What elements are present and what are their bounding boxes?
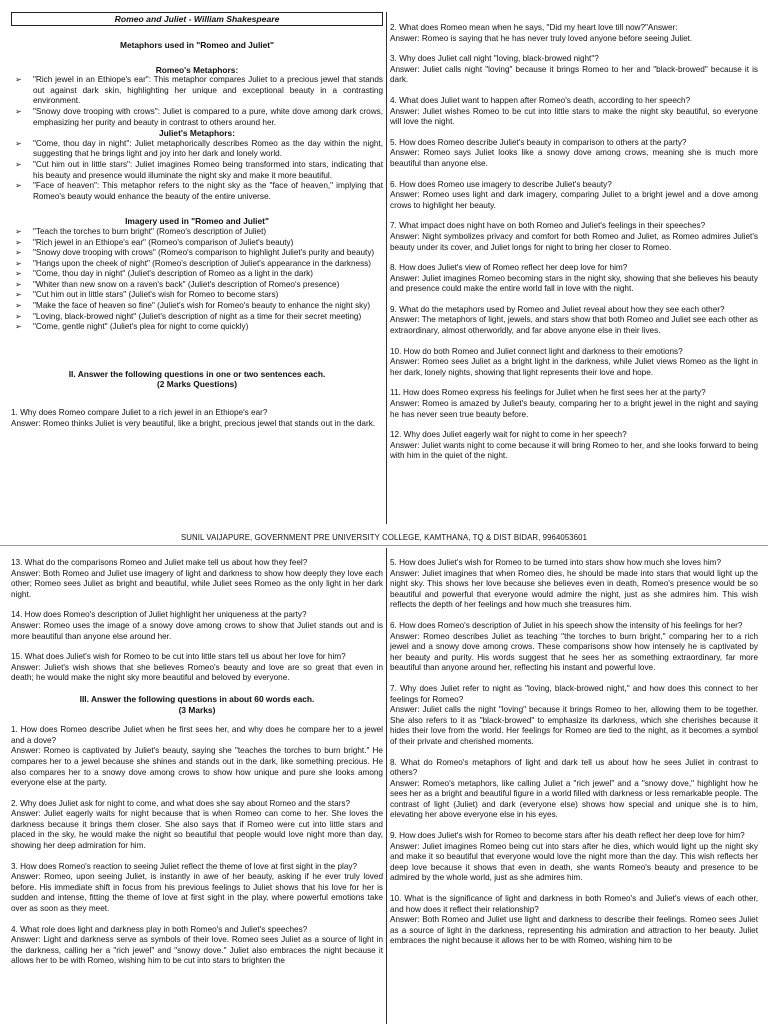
right-column [390, 0, 758, 462]
metaphors-heading: Metaphors used in "Romeo and Juliet" [119, 40, 275, 50]
question-answer [11, 799, 383, 852]
question-answer [390, 305, 758, 337]
question-answer [390, 221, 758, 253]
answer: Answer: Romeo is amazed by Juliet's beauty, comparing her to a bright jewel in the night and saying he has never seen true beauty before. [390, 399, 758, 419]
question-answer [390, 138, 758, 170]
answer: Answer: Light and darkness serve as symbols of their love. Romeo sees Juliet as a source of light in the darkness, calling her a "rich jewel" and "snowy dove." Juliet also embraces the night because it allows her to be with Romeo, wishing him to be cut into stars to brighten the [11, 935, 383, 966]
answer: Answer: Juliet imagines that when Romeo dies, he should be made into stars that would light up the night sky. This shows her love because she believes even in death, Romeo's presence would be so beautiful and powerful that everyone would admire the night, just as she admires him. This wish reflects the depth of her feelings and how much she treasures him. [390, 568, 758, 610]
question: 10. What is the significance of light and darkness in both Romeo's and Juliet's views of each other, and how does it reflect their relationship? [390, 894, 758, 914]
left-column [11, 548, 383, 967]
question-answer [11, 862, 383, 915]
question-answer [390, 684, 758, 748]
answer: Answer: Juliet calls night "loving" because it brings Romeo to her and "black-browed" because it is dark. [390, 64, 758, 85]
section-3-subheading: (3 Marks) [178, 704, 216, 715]
section-3-heading: III. Answer the following questions in about 60 words each. [79, 693, 315, 704]
question: 7. What impact does night have on both Romeo and Juliet's feelings in their speeches? [390, 221, 706, 231]
page-2 [0, 548, 768, 1024]
question-answer [390, 263, 758, 295]
document-title: Romeo and Juliet - William Shakespeare [11, 12, 383, 26]
left-column [11, 0, 383, 429]
question-answer [390, 180, 758, 212]
question: 13. What do the comparisons Romeo and Juliet make tell us about how they feel? [11, 558, 308, 567]
imagery-list [11, 227, 383, 333]
list-item: ➢ "Teach the torches to burn bright" (Romeo's description of Juliet) [33, 227, 383, 238]
answer: Answer: Both Romeo and Juliet use imagery of light and darkness to show how deeply they love each other; Romeo sees Juliet as bright and beautiful, while Juliet sees Romeo as the only light in her dark night. [11, 568, 383, 599]
question-answer [11, 408, 383, 429]
question: 4. What does Juliet want to happen after Romeo's death, according to her speech? [390, 95, 691, 105]
answer: Answer: Romeo is captivated by Juliet's beauty, saying she "teaches the torches to burn bright." He compares her to a jewel because she shines and stands out in the dark, like something precious. He also compares her to a snowy dove among crows to show how unique and pure she looks among everyone else at the party. [11, 746, 383, 788]
question: 2. Why does Juliet ask for night to come, and what does she say about Romeo and the stars? [11, 798, 351, 808]
question-answer [390, 96, 758, 128]
answer: Answer: Romeo is saying that he has never truly loved anyone before seeing Juliet. [390, 33, 693, 43]
list-item: ➢ "Make the face of heaven so fine" (Juliet's wish for Romeo's beauty to enhance the night sky) [33, 301, 383, 312]
answer: Answer: Romeo says Juliet looks like a snowy dove among crows, meaning she is much more beautiful than anyone else. [390, 148, 758, 168]
question: 9. What do the metaphors used by Romeo and Juliet reveal about how they see each other? [390, 304, 725, 314]
page-footer: SUNIL VAIJAPURE, GOVERNMENT PRE UNIVERSITY COLLEGE, KAMTHANA, TQ & DIST BIDAR, 9964053601 [180, 533, 588, 542]
question-answer [390, 558, 758, 611]
question-answer [390, 23, 758, 44]
column-divider [386, 12, 387, 524]
list-item: ➢ "Face of heaven": This metaphor refers to the night sky as the "face of heaven," implying that Romeo's beauty would enhance the beauty of the entire universe. [33, 181, 383, 202]
question-answer [11, 925, 383, 967]
answer: Answer: Juliet eagerly waits for night because that is when Romeo can come to her. She loves the darkness because it brings them closer. She also says that if Romeo were cut into little stars and placed in the sky, he would make the night so beautiful that people would love night more than day, showing her deep admiration for him. [11, 809, 383, 851]
question: 5. How does Romeo describe Juliet's beauty in comparison to others at the party? [390, 137, 687, 147]
question: 10. How do both Romeo and Juliet connect light and darkness to their emotions? [390, 346, 683, 356]
answer: Answer: Night symbolizes privacy and comfort for both Romeo and Juliet, as Romeo admires Juliet's beauty under its cover, and Juliet longs for night to bring her closer to Romeo. [390, 231, 758, 252]
answer: Answer: Romeo's metaphors, like calling Juliet a "rich jewel" and a "snowy dove," highlight how he sees her as a bright and beautiful figure in a world filled with darkness or less remarkable people. The contrast of light (Juliet) and dark (everyone else) shows how special and unique she is to him, elevating her above everyone else in his eyes. [390, 778, 758, 820]
question: 14. How does Romeo's description of Juliet highlight her uniqueness at the party? [11, 610, 307, 620]
list-item: ➢ "Snowy dove trooping with crows" (Romeo's comparison to highlight Juliet's purity and beauty) [33, 248, 383, 259]
list-item: ➢ "Cut him out in little stars": Juliet imagines Romeo being transformed into stars, indicating that his beauty and presence would illuminate the night sky and make it more beautiful. [33, 160, 383, 181]
question: 1. Why does Romeo compare Juliet to a rich jewel in an Ethiope's ear? [11, 408, 268, 418]
answer: Answer: Romeo uses light and dark imagery, comparing Juliet to a bright jewel and a dove among crows to highlight her beauty. [390, 190, 758, 210]
question: 15. What does Juliet's wish for Romeo to be cut into little stars tell us about her love for him? [11, 652, 346, 662]
question-answer [11, 652, 383, 684]
list-item: ➢ "Cut him out in little stars" (Juliet's wish for Romeo to become stars) [33, 290, 383, 301]
juliet-metaphor-list [11, 139, 383, 203]
answer: Answer: Both Romeo and Juliet use light and darkness to describe their feelings. Romeo sees Juliet as a source of light in the darkness, representing his admiration and attraction to her beauty. Juliet embraces the night because it allows her to be with Romeo, wishing him to be [390, 915, 758, 946]
question-answer [390, 831, 758, 884]
answer: Answer: Juliet wants night to come because it will bring Romeo to her, and she looks forward to being with him in the quiet of the night. [390, 440, 758, 461]
answer: Answer: Juliet wishes Romeo to be cut into little stars to make the night sky beautiful, so everyone will love the night. [390, 106, 758, 127]
list-item: ➢ "Snowy dove trooping with crows": Juliet is compared to a pure, white dove among dark crows, emphasizing her purity and beauty in contrast to others around her. [33, 107, 383, 128]
question-answer [11, 610, 383, 642]
question-answer [390, 758, 758, 822]
page-separator [0, 545, 768, 546]
section-2-subheading: (2 Marks Questions) [156, 379, 238, 390]
question: 7. Why does Juliet refer to night as "loving, black-browed night," and how does this connect to her feelings for Romeo? [390, 683, 758, 704]
question: 2. What does Romeo mean when he says, "Did my heart love till now?"Answer: [390, 23, 678, 32]
question: 6. How does Romeo's description of Juliet in his speech show the intensity of his feelings for her? [390, 620, 743, 630]
imagery-heading: Imagery used in "Romeo and Juliet" [125, 216, 269, 227]
answer: Answer: Romeo thinks Juliet is very beautiful, like a bright, precious jewel that stands out in the dark. [11, 418, 376, 428]
question: 11. How does Romeo express his feelings for Juliet when he first sees her at the party? [390, 388, 706, 398]
question: 8. What do Romeo's metaphors of light and dark tell us about how he sees Juliet in contrast to others? [390, 757, 758, 778]
answer: Answer: Juliet imagines Romeo becoming stars in the night sky, showing that she believes his beauty and presence could make the entire world fall in love with the night. [390, 273, 758, 294]
list-item: ➢ "Rich jewel in an Ethiope's ear": This metaphor compares Juliet to a precious jewel that stands out against dark skin, highlighting her unique and exceptional beauty in a contrasting environment. [33, 75, 383, 107]
column-divider [386, 548, 387, 1024]
question: 4. What role does light and darkness play in both Romeo's and Juliet's speeches? [11, 924, 308, 934]
list-item: ➢ "Loving, black-browed night" (Juliet's description of night as a time for their secret meeting) [33, 312, 383, 323]
right-column [390, 548, 758, 947]
answer: Answer: The metaphors of light, jewels, and stars show that both Romeo and Juliet see each other as extraordinary, almost otherworldly, and far above anyone else in their lives. [390, 315, 758, 336]
question: 3. Why does Juliet call night "loving, black-browed night"? [390, 54, 599, 64]
question-answer [390, 388, 758, 420]
question: 8. How does Juliet's view of Romeo reflect her deep love for him? [390, 263, 628, 273]
question-answer [390, 54, 758, 86]
answer: Answer: Romeo, upon seeing Juliet, is instantly in awe of her beauty, asking if he ever truly loved before. His immediate shift in focus from his previous feelings to Juliet shows that his love for her is sudden and intense, fitting the theme of love at first sight in the play, where powerful emotions take over as soon as they meet. [11, 872, 383, 914]
question: 3. How does Romeo's reaction to seeing Juliet reflect the theme of love at first sight in the play? [11, 861, 358, 871]
question-answer [390, 347, 758, 379]
question: 5. How does Juliet's wish for Romeo to be turned into stars show how much she loves him? [390, 558, 722, 567]
section-2-heading: II. Answer the following questions in one or two sentences each. [68, 368, 326, 379]
list-item: ➢ "Rich jewel in an Ethiope's ear" (Romeo's comparison of Juliet's beauty) [33, 238, 383, 249]
question: 9. How does Juliet's wish for Romeo to become stars after his death reflect her deep love for him? [390, 831, 745, 841]
answer: Answer: Romeo uses the image of a snowy dove among crows to show that Juliet stands out and is more beautiful than anyone else around her. [11, 620, 383, 641]
question-answer [11, 558, 383, 600]
question: 6. How does Romeo use imagery to describe Juliet's beauty? [390, 179, 612, 189]
question-answer [390, 430, 758, 462]
answer: Answer: Romeo describes Juliet as teaching "the torches to burn bright," comparing her to a rich jewel and a snowy dove among crows. These comparisons show how intensely he is captivated by her beauty and purity. His words suggest that he sees her as something extraordinary, far more beautiful than anyone around her, reflecting his instant and powerful love. [390, 631, 758, 673]
question-answer [11, 725, 383, 789]
answer: Answer: Juliet's wish shows that she believes Romeo's beauty and love are so great that even in death; he would make the night sky more beautiful and beloved by everyone. [11, 662, 383, 683]
romeo-metaphor-list [11, 75, 383, 128]
list-item: ➢ "Hangs upon the cheek of night" (Romeo's description of Juliet's appearance in the darkness) [33, 259, 383, 270]
romeo-metaphors-heading: Romeo's Metaphors: [155, 64, 239, 75]
list-item: ➢ "Come, thou day in night" (Juliet's description of Romeo as a light in the dark) [33, 269, 383, 280]
question: 1. How does Romeo describe Juliet when he first sees her, and why does he compare her to a jewel and a dove? [11, 725, 383, 745]
juliet-metaphors-heading: Juliet's Metaphors: [159, 128, 235, 139]
question-answer [390, 894, 758, 947]
answer: Answer: Romeo sees Juliet as a bright light in the darkness, while Juliet views Romeo as the light in her dark, lonely nights, showing that light represents their love and hope. [390, 357, 758, 377]
list-item: ➢ "Whiter than new snow on a raven's back" (Juliet's description of Romeo's presence) [33, 280, 383, 291]
answer: Answer: Juliet imagines Romeo being cut into stars after he dies, which would light up the night sky and make it so beautiful that everyone would love the night more than the day. This wish reflects her deep love because it shows that even in death, she wants Romeo's beauty and presence to be admired by the whole world, just as she admires him. [390, 841, 758, 883]
question-answer [390, 621, 758, 674]
list-item: ➢ "Come, thou day in night": Juliet metaphorically describes Romeo as the day within the night, suggesting that he brings light and joy into her dark and lonely world. [33, 139, 383, 160]
question: 12. Why does Juliet eagerly wait for night to come in her speech? [390, 430, 627, 440]
list-item: ➢ "Come, gentle night" (Juliet's plea for night to come quickly) [33, 322, 383, 333]
answer: Answer: Juliet calls the night "loving" because it brings Romeo to her, allowing them to be together. She also refers to it as "black-browed" to emphasize its darkness, which she cherishes because it hides their love from the world. Her feelings for Romeo are tied to the night, as it becomes a symbol of their private and cherished moments. [390, 705, 758, 746]
